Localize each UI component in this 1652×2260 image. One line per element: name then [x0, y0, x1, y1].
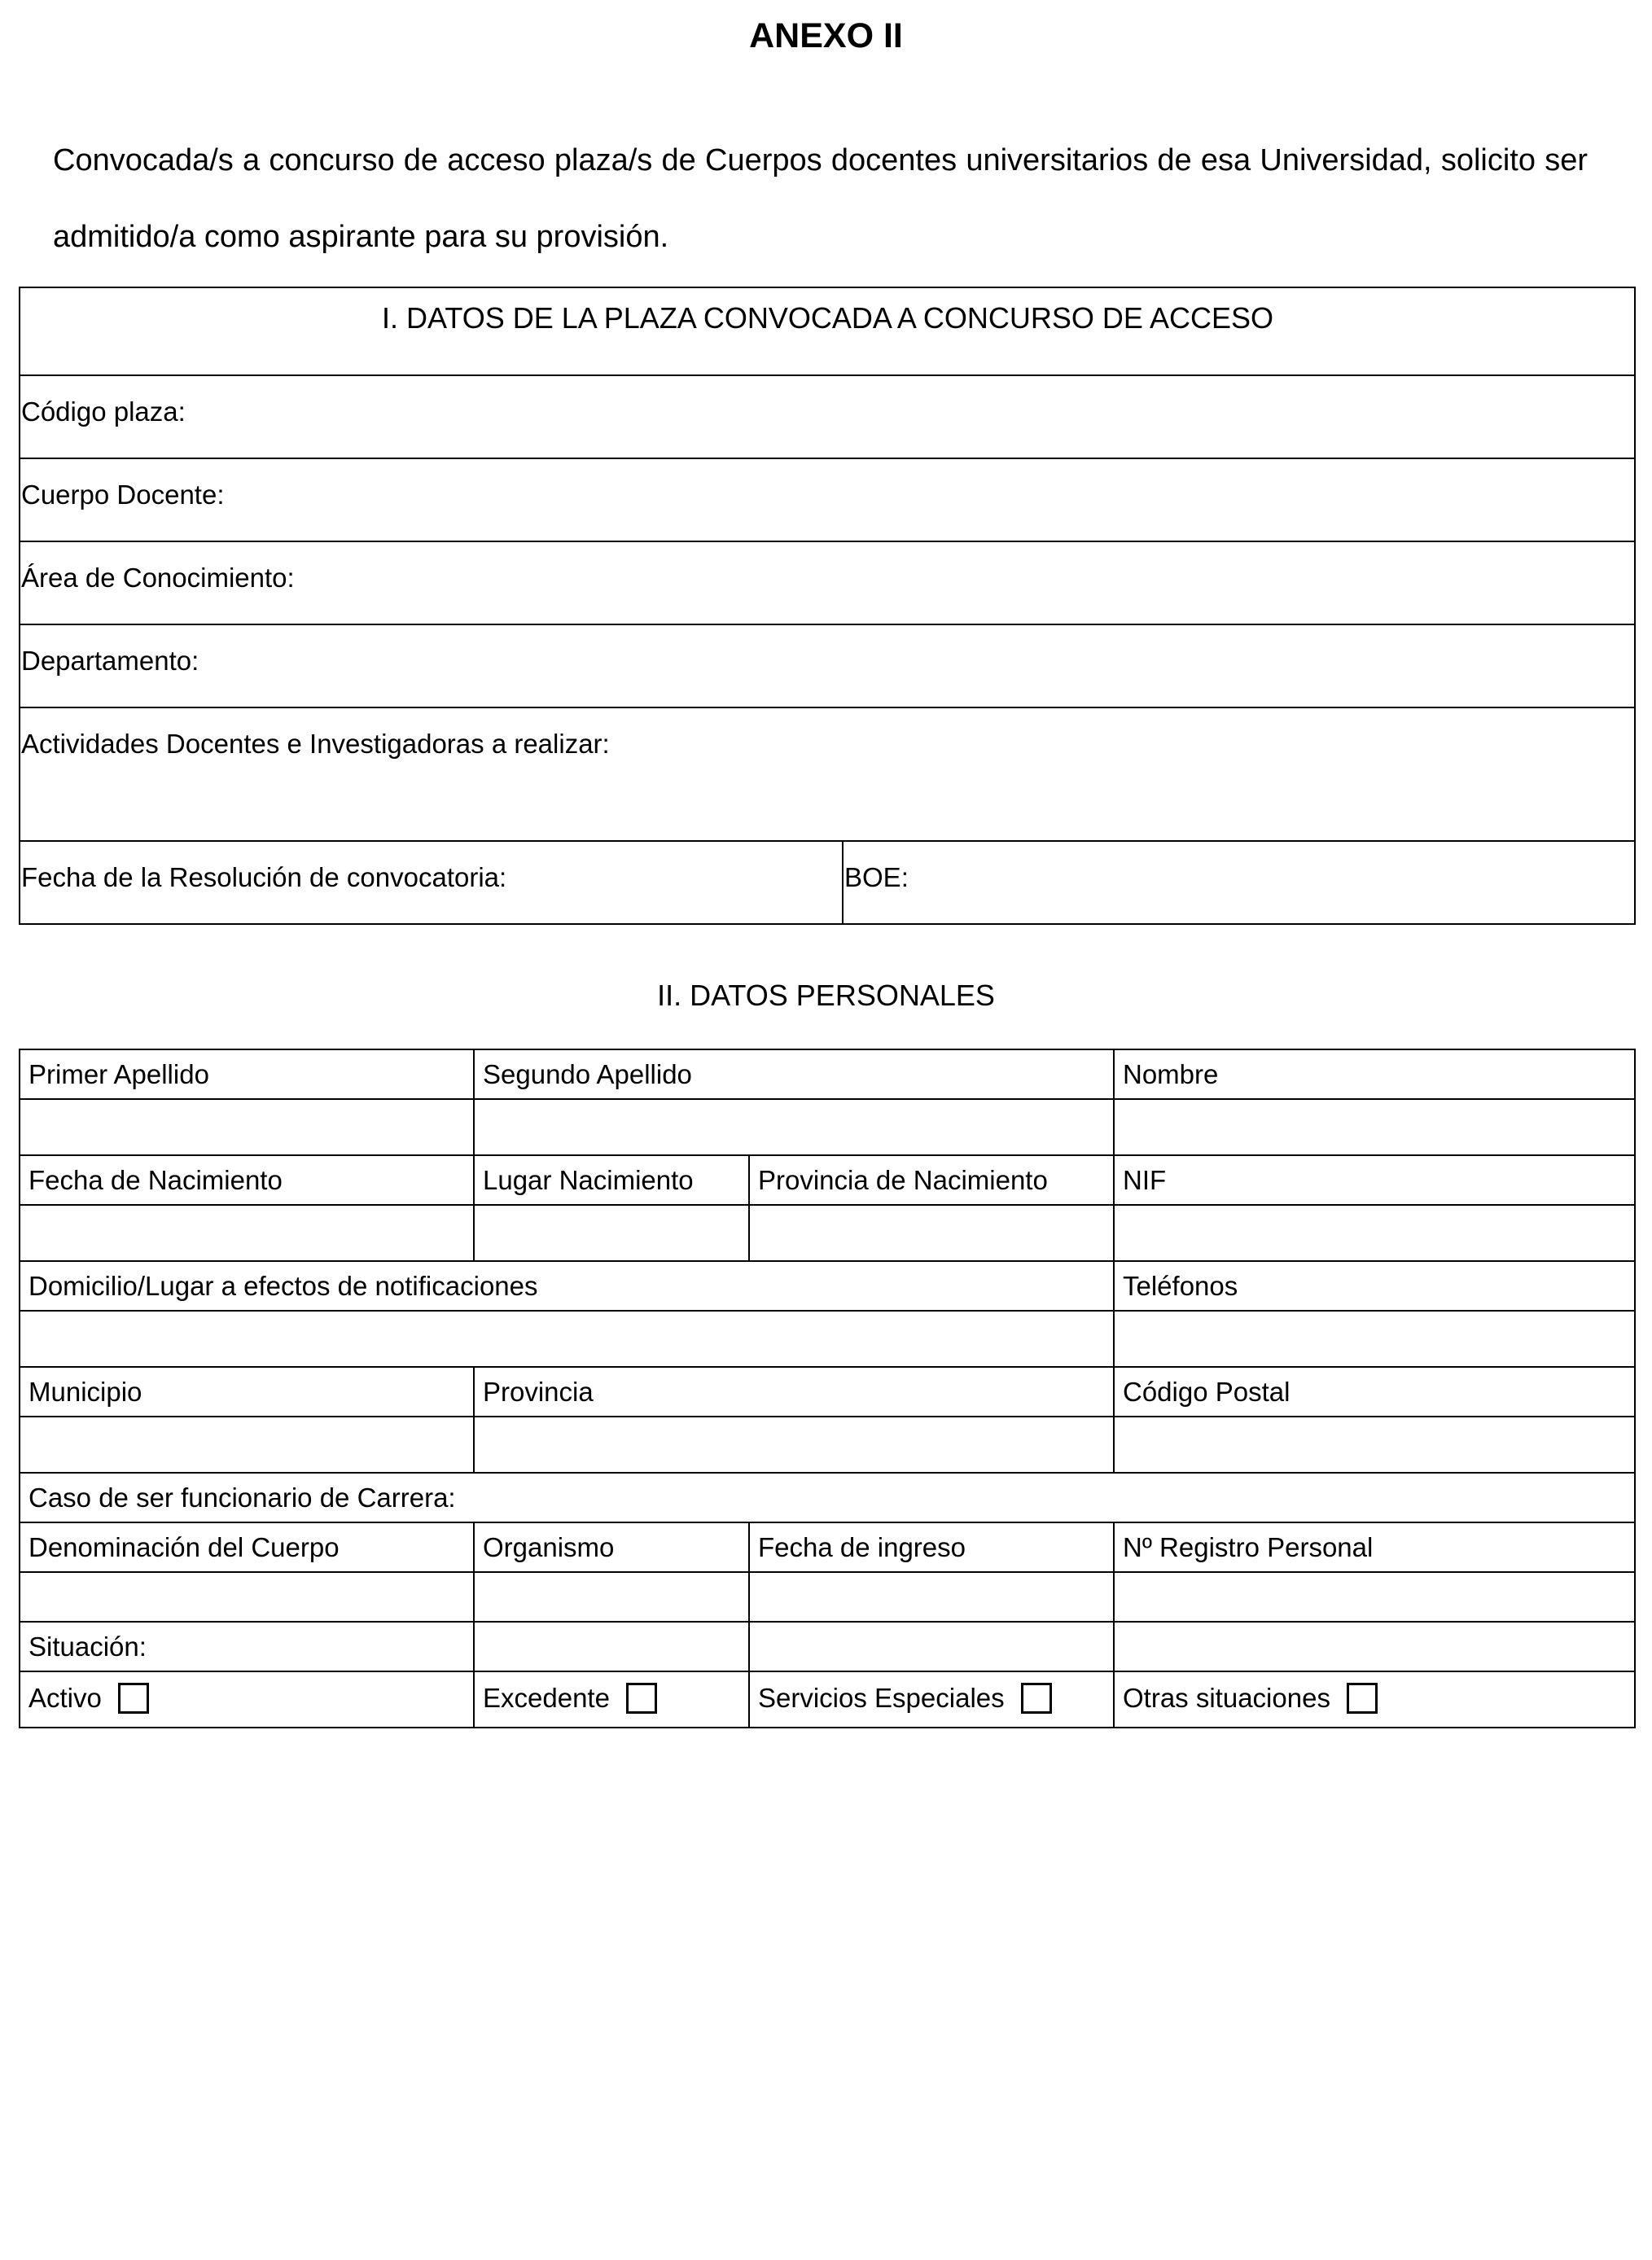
nombre-label: Nombre: [1114, 1049, 1635, 1099]
servicios-especiales-checkbox[interactable]: [1021, 1683, 1052, 1714]
situacion-option-label: Activo: [28, 1683, 102, 1714]
situacion-option-otras: [1114, 1671, 1635, 1728]
organismo-label: Organismo: [474, 1522, 749, 1572]
municipio-input[interactable]: [20, 1417, 474, 1473]
actividades-field[interactable]: Actividades Docentes e Investigadoras a realizar:: [20, 707, 1635, 841]
nombre-input[interactable]: [1114, 1099, 1635, 1155]
situacion-option-activo: [20, 1671, 474, 1728]
codigo-postal-input[interactable]: [1114, 1417, 1635, 1473]
section2-heading: II. DATOS PERSONALES: [657, 979, 995, 1012]
situacion-label: Situación:: [20, 1622, 474, 1671]
nif-label: NIF: [1114, 1155, 1635, 1205]
telefonos-label: Teléfonos: [1114, 1261, 1635, 1311]
fecha-nacimiento-input[interactable]: [20, 1205, 474, 1261]
primer-apellido-input[interactable]: [20, 1099, 474, 1155]
codigo-plaza-field[interactable]: Código plaza:: [20, 375, 1635, 458]
fecha-nacimiento-label: Fecha de Nacimiento: [20, 1155, 474, 1205]
situacion-cell-4: [1114, 1622, 1635, 1671]
provincia-label: Provincia: [474, 1367, 1114, 1417]
situacion-option-label: Servicios Especiales: [758, 1683, 1005, 1714]
fecha-ingreso-input[interactable]: [749, 1572, 1114, 1622]
situacion-cell-3: [749, 1622, 1114, 1671]
codigo-postal-label: Código Postal: [1114, 1367, 1635, 1417]
caso-funcionario-label: Caso de ser funcionario de Carrera:: [20, 1473, 1635, 1522]
section1-table: [19, 287, 1636, 925]
segundo-apellido-label: Segundo Apellido: [474, 1049, 1114, 1099]
denominacion-cuerpo-label: Denominación del Cuerpo: [20, 1522, 474, 1572]
provincia-nacimiento-input[interactable]: [749, 1205, 1114, 1261]
otras-situaciones-checkbox[interactable]: [1347, 1683, 1378, 1714]
lugar-nacimiento-input[interactable]: [474, 1205, 749, 1261]
nif-input[interactable]: [1114, 1205, 1635, 1261]
segundo-apellido-input[interactable]: [474, 1099, 1114, 1155]
activo-checkbox[interactable]: [118, 1683, 149, 1714]
section2-table: [19, 1049, 1636, 1728]
cuerpo-docente-field[interactable]: Cuerpo Docente:: [20, 458, 1635, 541]
situacion-option-label: Otras situaciones: [1123, 1683, 1330, 1714]
area-conocimiento-field[interactable]: Área de Conocimiento:: [20, 541, 1635, 624]
domicilio-input[interactable]: [20, 1311, 1114, 1367]
domicilio-label: Domicilio/Lugar a efectos de notificaciones: [20, 1261, 1114, 1311]
registro-personal-label: Nº Registro Personal: [1114, 1522, 1635, 1572]
organismo-input[interactable]: [474, 1572, 749, 1622]
situacion-cell-2: [474, 1622, 749, 1671]
boe-field[interactable]: BOE:: [843, 841, 1635, 924]
fecha-resolucion-field[interactable]: Fecha de la Resolución de convocatoria:: [20, 841, 843, 924]
situacion-option-servicios-especiales: [749, 1671, 1114, 1728]
provincia-nacimiento-label: Provincia de Nacimiento: [749, 1155, 1114, 1205]
municipio-label: Municipio: [20, 1367, 474, 1417]
excedente-checkbox[interactable]: [626, 1683, 657, 1714]
denominacion-cuerpo-input[interactable]: [20, 1572, 474, 1622]
provincia-input[interactable]: [474, 1417, 1114, 1473]
intro-paragraph: Convocada/s a concurso de acceso plaza/s de Cuerpos docentes universitarios de esa Universidad, solicito ser admitido/a como aspirante para su provisión.: [53, 143, 1588, 254]
section1-heading: I. DATOS DE LA PLAZA CONVOCADA A CONCURSO DE ACCESO: [20, 287, 1635, 375]
lugar-nacimiento-label: Lugar Nacimiento: [474, 1155, 749, 1205]
registro-personal-input[interactable]: [1114, 1572, 1635, 1622]
departamento-field[interactable]: Departamento:: [20, 624, 1635, 707]
primer-apellido-label: Primer Apellido: [20, 1049, 474, 1099]
fecha-ingreso-label: Fecha de ingreso: [749, 1522, 1114, 1572]
situacion-option-excedente: [474, 1671, 749, 1728]
situacion-option-label: Excedente: [483, 1683, 610, 1714]
document-title: ANEXO II: [749, 16, 903, 55]
telefonos-input[interactable]: [1114, 1311, 1635, 1367]
